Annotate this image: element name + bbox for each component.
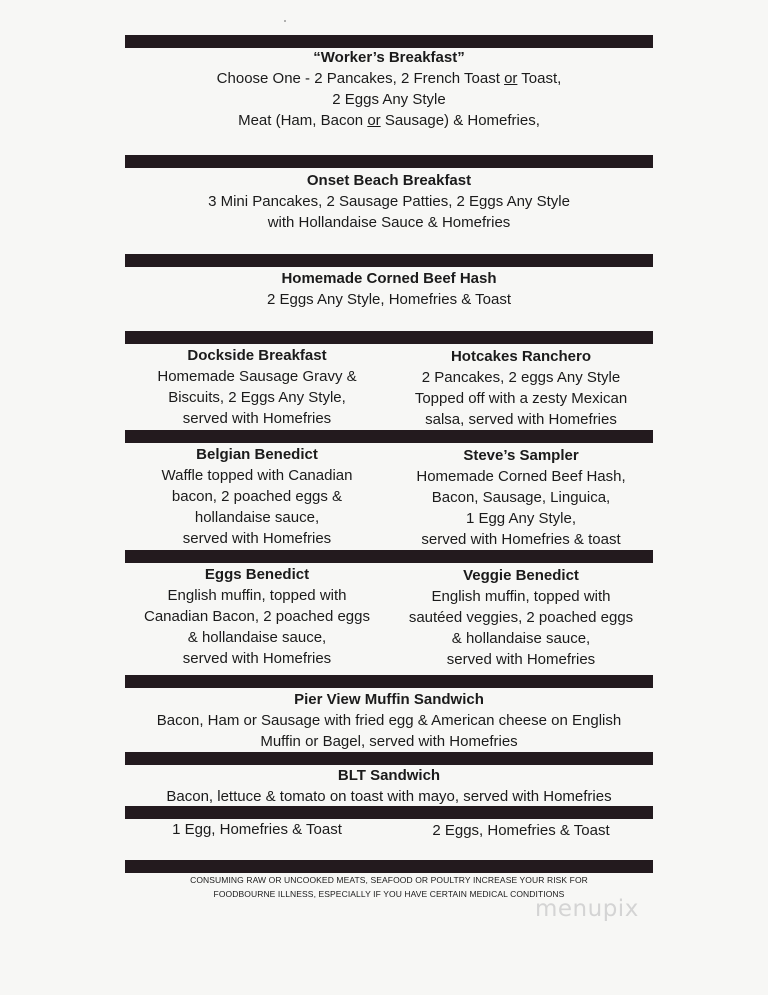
divider-bar <box>125 331 653 344</box>
menu-item-hotcakes-ranchero <box>389 346 653 430</box>
item-description-line: bacon, 2 poached eggs & <box>171 488 343 505</box>
menu-item-veggie-benedict <box>389 565 653 670</box>
item-description-line: Biscuits, 2 Eggs Any Style, <box>168 389 346 406</box>
item-description-line: Homemade Corned Beef Hash, <box>416 468 626 485</box>
disclaimer-line: CONSUMING RAW OR UNCOOKED MEATS, SEAFOOD OR POULTRY INCREASE YOUR RISK FOR <box>190 875 588 885</box>
menu-item-dockside-breakfast <box>125 345 389 429</box>
item-description-line: Muffin or Bagel, served with Homefries <box>260 733 518 750</box>
divider-bar <box>125 752 653 765</box>
item-description-line: English muffin, topped with <box>167 587 347 604</box>
item-title: Homemade Corned Beef Hash <box>281 270 497 287</box>
side-order-one-egg: 1 Egg, Homefries & Toast <box>172 821 342 838</box>
item-title: Veggie Benedict <box>463 567 579 584</box>
menu-item-pier-view-muffin-sandwich <box>105 689 673 752</box>
item-description-line: sautéed veggies, 2 poached eggs <box>408 609 634 626</box>
item-title: Hotcakes Ranchero <box>450 348 592 365</box>
item-title: Dockside Breakfast <box>187 347 327 364</box>
item-description-line: 1 Egg Any Style, <box>465 510 577 527</box>
divider-bar <box>125 675 653 688</box>
divider-bar <box>125 430 653 443</box>
disclaimer-line: FOODBOURNE ILLNESS, ESPECIALLY IF YOU HAVE CERTAIN MEDICAL CONDITIONS <box>213 889 565 899</box>
item-description-line: 2 Eggs Any Style <box>332 91 446 108</box>
item-description-line: served with Homefries & toast <box>421 531 621 548</box>
item-description-line: Waffle topped with Canadian <box>161 467 353 484</box>
item-title: “Worker’s Breakfast” <box>313 49 465 66</box>
menupix-watermark: menupix <box>535 896 639 922</box>
item-description-line: English muffin, topped with <box>431 588 611 605</box>
side-order-two-eggs: 2 Eggs, Homefries & Toast <box>432 822 610 839</box>
divider-bar <box>125 860 653 873</box>
menu-item-belgian-benedict <box>125 444 389 549</box>
menu-item-eggs-benedict <box>125 564 389 669</box>
item-description-line: served with Homefries <box>446 651 596 668</box>
item-title: Eggs Benedict <box>204 566 310 583</box>
item-description-line: Meat (Ham, Bacon or Sausage) & Homefries, <box>238 112 540 129</box>
item-title: BLT Sandwich <box>337 767 441 784</box>
scan-speck <box>284 20 286 22</box>
item-description-line: 2 Eggs Any Style, Homefries & Toast <box>266 291 511 308</box>
item-description-line: Bacon, Sausage, Linguica, <box>431 489 611 506</box>
item-title: Onset Beach Breakfast <box>306 172 472 189</box>
divider-bar <box>125 806 653 819</box>
item-description-line: hollandaise sauce, <box>194 509 320 526</box>
item-description-line: Homemade Sausage Gravy & <box>157 368 357 385</box>
menu-item-steves-sampler <box>389 445 653 550</box>
item-description-line: Topped off with a zesty Mexican <box>414 390 628 407</box>
item-description-line: Bacon, Ham or Sausage with fried egg & American cheese on English <box>156 712 622 729</box>
item-description-line: served with Homefries <box>182 530 332 547</box>
divider-bar <box>125 155 653 168</box>
divider-bar <box>125 550 653 563</box>
divider-bar <box>125 254 653 267</box>
menu-item-workers-breakfast <box>125 47 653 131</box>
menu-item-onset-beach-breakfast <box>125 170 653 233</box>
item-description-line: Choose One - 2 Pancakes, 2 French Toast or Toast, <box>216 70 562 87</box>
item-title: Steve’s Sampler <box>463 447 579 464</box>
menu-item-corned-beef-hash <box>125 268 653 310</box>
item-description-line: Canadian Bacon, 2 poached eggs <box>143 608 370 625</box>
item-description-line: & hollandaise sauce, <box>187 629 327 646</box>
item-title: Belgian Benedict <box>196 446 318 463</box>
item-description-line: served with Homefries <box>182 410 332 427</box>
item-description-line: served with Homefries <box>182 650 332 667</box>
item-description-line: & hollandaise sauce, <box>451 630 591 647</box>
item-description-line: Bacon, lettuce & tomato on toast with mayo, served with Homefries <box>166 788 612 805</box>
item-description-line: with Hollandaise Sauce & Homefries <box>267 214 511 231</box>
item-description-line: salsa, served with Homefries <box>425 411 617 428</box>
menu-item-blt-sandwich <box>105 765 673 807</box>
item-title: Pier View Muffin Sandwich <box>294 691 484 708</box>
item-description-line: 3 Mini Pancakes, 2 Sausage Patties, 2 Eggs Any Style <box>208 193 570 210</box>
item-description-line: 2 Pancakes, 2 eggs Any Style <box>421 369 621 386</box>
